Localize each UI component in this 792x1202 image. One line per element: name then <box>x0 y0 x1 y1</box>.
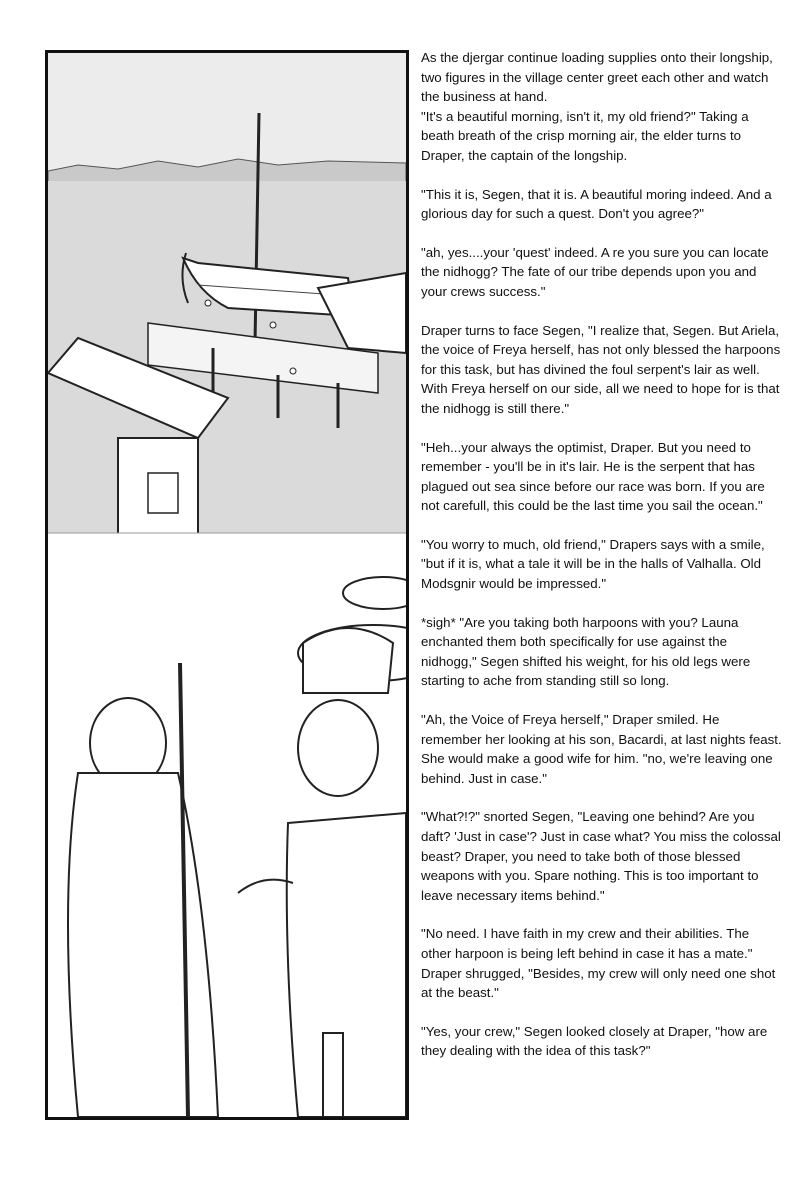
story-paragraph: "No need. I have faith in my crew and their abilities. The other harpoon is being left behind in case it has a mate." Draper shrugged, "Besides, my crew will only need one shot at the beast." <box>421 926 776 1001</box>
story-paragraph: "This it is, Segen, that it is. A beautiful moring indeed. And a glorious day for such a quest. Don't you agree?" <box>421 186 772 222</box>
story-paragraph: "ah, yes....your 'quest' indeed. A re you sure you can locate the nidhogg? The fate of our tribe depends upon you and your crews success." <box>421 244 769 299</box>
comic-panel <box>45 50 409 1120</box>
story-paragraph: "It's a beautiful morning, isn't it, my old friend?" Taking a beath breath of the crisp morning air, the elder turns to Draper, the captain of the longship. <box>421 108 749 163</box>
story-paragraph: *sigh* "Are you taking both harpoons with you? Launa enchanted them both specifically for use against the nidhogg," Segen shifted his weight, for his old legs were starting to ache from standing still so long. <box>421 614 751 689</box>
village-scene-illustration <box>48 53 406 1117</box>
story-paragraph: "Yes, your crew," Segen looked closely at Draper, "how are they dealing with the idea of this task?" <box>421 1023 768 1059</box>
story-paragraph: "You worry to much, old friend," Drapers says with a smile, "but if it is, what a tale it will be in the halls of Valhalla. Old Modsgnir would be impressed." <box>421 536 765 592</box>
story-text-column <box>421 48 783 1080</box>
story-paragraph: "Heh...your always the optimist, Draper. But you need to remember - you'll be in it's lair. He is the serpent that has plagued out sea since before our race was born. If you are not carefull, this could be the last time you sail the ocean." <box>421 439 765 514</box>
story-paragraph: Draper turns to face Segen, "I realize that, Segen. But Ariela, the voice of Freya herself, has not only blessed the harpoons for this task, but has divined the foul serpent's lair as well. With Freya herself on our side, all we need to hope for is that the nidhogg is still there." <box>421 322 781 416</box>
house-window <box>148 473 178 513</box>
story-paragraph: "Ah, the Voice of Freya herself," Draper smiled. He remember her looking at his son, Bacardi, at last nights feast. She would make a good wife for him. "no, we're leaving one behind. Just in case." <box>421 712 782 786</box>
story-paragraph: "What?!?" snorted Segen, "Leaving one behind? Are you daft? 'Just in case'? Just in case what? You miss the colossal beast? Draper, you need to take both of those blessed weapons with you. Spare nothing. This is too important to leave necessary items behind." <box>421 809 781 903</box>
story-paragraph: As the djergar continue loading supplies onto their longship, two figures in the village center greet each other and watch the business at hand. <box>421 50 773 105</box>
